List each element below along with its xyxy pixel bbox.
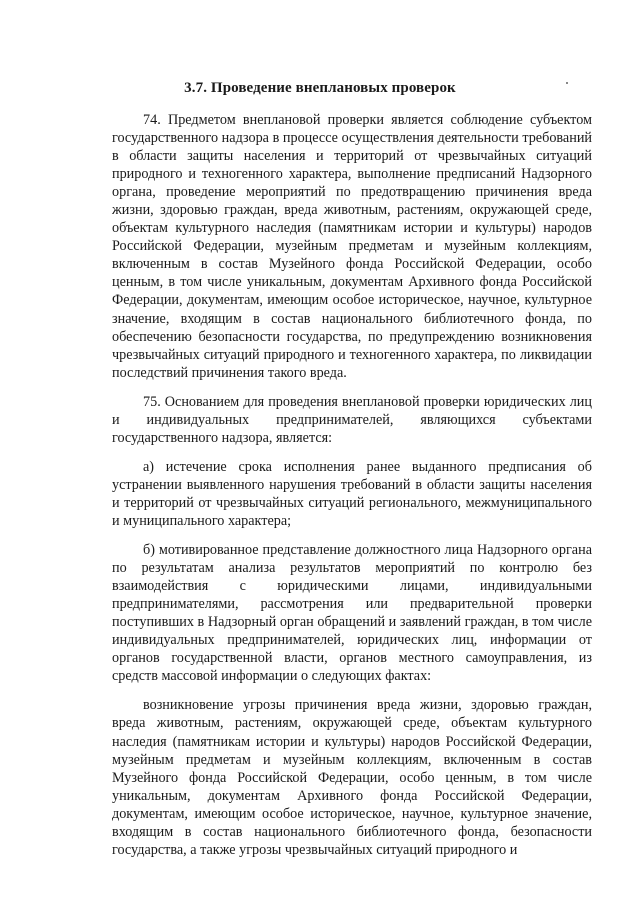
paragraph-75-a: а) истечение срока исполнения ранее выданного предписания об устранении выявленного нарушения требований в области защиты населения и территорий от чрезвычайных ситуаций регионального, межмуниципального и муниципального характера; [112, 458, 592, 529]
section-title: 3.7. Проведение внеплановых проверок [184, 80, 456, 96]
paragraph-75-b-threat: возникновение угрозы причинения вреда жизни, здоровью граждан, вреда животным, растениям, окружающей среде, объектам культурного наследия (памятникам истории и культуры) народов Российской Федерации, музейным предметам и музейным коллекциям, включенным в состав Музейного фонда Российской Федерации, особо ценным, в том числе уникальным, документам Архивного фонда Российской Федерации, документам, имеющим особое историческое, научное, культурное значение, входящим в состав национального библиотечного фонда, безопасности государства, а также угрозы чрезвычайных ситуаций природного и [112, 697, 592, 858]
paragraph-75-b: б) мотивированное представление должностного лица Надзорного органа по результатам анализа результатов мероприятий по контролю без взаимодействия с юридическими лицами, индивидуальными предпринимателями, рассмотрения или предварительной проверки поступивших в Надзорный орган обращений и заявлений граждан, в том числе индивидуальных предпринимателей, юридических лиц, информации от органов государственной власти, органов местного самоуправления, из средств массовой информации о следующих фактах: [112, 542, 592, 685]
paragraph-74: 74. Предметом внеплановой проверки является соблюдение субъектом государственного надзора в процессе осуществления деятельности требований в области защиты населения и территорий от чрезвычайных ситуаций природного и техногенного характера, выполнение предписаний Надзорного органа, проведение мероприятий по предотвращению причинения вреда жизни, здоровью граждан, вреда животным, растениям, окружающей среде, объектам культурного наследия (памятникам истории и культуры) народов Российской Федерации, музейным предметам и музейным коллекциям, включенным в состав Музейного фонда Российской Федерации, особо ценным, в том числе уникальным, документам Архивного фонда Российской Федерации, документам, имеющим особое историческое, научное, культурное значение, входящим в состав национального библиотечного фонда, по обеспечению безопасности государства, по предупреждению возникновения чрезвычайных ситуаций природного и техногенного характера, по ликвидации последствий причинения такого вреда. [112, 112, 592, 381]
paragraph-75: 75. Основанием для проведения внеплановой проверки юридических лиц и индивидуальных предпринимателей, являющихся субъектами государственного надзора, является: [112, 393, 592, 446]
document-body [112, 111, 592, 859]
